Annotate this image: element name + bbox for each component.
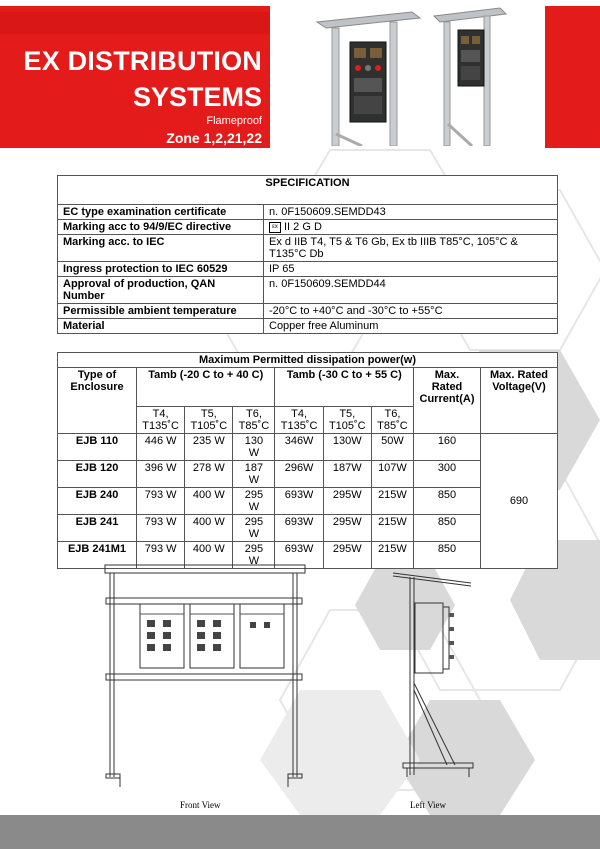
cell: 187 W bbox=[233, 461, 275, 488]
title-line-2: SYSTEMS bbox=[132, 82, 262, 112]
table-row bbox=[58, 205, 558, 220]
sub-header: T5, T105˚C bbox=[323, 407, 371, 434]
cell: 235 W bbox=[185, 434, 233, 461]
table-row bbox=[58, 434, 558, 461]
enclosure-type: EJB 110 bbox=[58, 434, 137, 461]
cell: 295 W bbox=[233, 488, 275, 515]
cell: 295W bbox=[323, 542, 371, 569]
sub-header: T6, T85˚C bbox=[233, 407, 275, 434]
cell: 296W bbox=[275, 461, 323, 488]
table-row bbox=[58, 319, 558, 334]
col-current-header: Max. Rated Current(A) bbox=[414, 368, 481, 434]
enclosure-type: EJB 240 bbox=[58, 488, 137, 515]
cell: 215W bbox=[371, 515, 413, 542]
spec-value-text: II 2 G D bbox=[284, 221, 322, 233]
cell: 850 bbox=[414, 542, 481, 569]
cell: 693W bbox=[275, 515, 323, 542]
cell: 400 W bbox=[185, 515, 233, 542]
spec-value: n. 0F150609.SEMDD43 bbox=[264, 205, 558, 220]
cell: 693W bbox=[275, 488, 323, 515]
cell: 295 W bbox=[233, 542, 275, 569]
cell: 187W bbox=[323, 461, 371, 488]
spec-value bbox=[264, 220, 558, 235]
dissipation-table bbox=[57, 352, 558, 569]
cell: 396 W bbox=[137, 461, 185, 488]
spec-label: Marking acc. to IEC bbox=[58, 235, 264, 262]
header-accent-block bbox=[545, 6, 600, 148]
spec-value: Copper free Aluminum bbox=[264, 319, 558, 334]
cell: 107W bbox=[371, 461, 413, 488]
spec-label: Material bbox=[58, 319, 264, 334]
cell: 793 W bbox=[137, 515, 185, 542]
sub-header: T4, T135˚C bbox=[137, 407, 185, 434]
col-tamb2-header: Tamb (-30 C to + 55 C) bbox=[275, 368, 414, 407]
subtitle: Flameproof bbox=[206, 115, 262, 127]
cell: 160 bbox=[414, 434, 481, 461]
left-view-caption: Left View bbox=[410, 800, 447, 810]
cell: 850 bbox=[414, 488, 481, 515]
title-line-1: EX DISTRIBUTION bbox=[23, 46, 262, 76]
col-voltage-header: Max. Rated Voltage(V) bbox=[481, 368, 558, 434]
front-view-drawing bbox=[100, 562, 310, 798]
table-row bbox=[58, 262, 558, 277]
cell: 50W bbox=[371, 434, 413, 461]
cell: 693W bbox=[275, 542, 323, 569]
sub-header: T6, T85˚C bbox=[371, 407, 413, 434]
cell: 295W bbox=[323, 488, 371, 515]
spec-label: EC type examination certificate bbox=[58, 205, 264, 220]
spec-value: -20°C to +40°C and -30°C to +55°C bbox=[264, 304, 558, 319]
sub-header: T5, T105˚C bbox=[185, 407, 233, 434]
col-type-header: Type of Enclosure bbox=[58, 368, 137, 434]
header-banner bbox=[0, 6, 270, 148]
cell: 215W bbox=[371, 542, 413, 569]
footer-bar bbox=[0, 815, 600, 849]
spec-value: Ex d IIB T4, T5 & T6 Gb, Ex tb IIIB T85°C, 105°C & T135°C Db bbox=[264, 235, 558, 262]
voltage-cell: 690 bbox=[481, 434, 558, 569]
table-row bbox=[58, 220, 558, 235]
left-view-drawing bbox=[385, 565, 475, 797]
dissipation-title: Maximum Permitted dissipation power(w) bbox=[58, 353, 558, 368]
spec-value: IP 65 bbox=[264, 262, 558, 277]
ex-mark-icon: εx bbox=[269, 222, 281, 233]
enclosure-type: EJB 120 bbox=[58, 461, 137, 488]
spec-label: Permissible ambient temperature bbox=[58, 304, 264, 319]
cell: 295 W bbox=[233, 515, 275, 542]
product-photo-small bbox=[432, 4, 507, 146]
cell: 300 bbox=[414, 461, 481, 488]
sub-header: T4, T135˚C bbox=[275, 407, 323, 434]
cell: 278 W bbox=[185, 461, 233, 488]
cell: 793 W bbox=[137, 488, 185, 515]
specification-table bbox=[57, 175, 558, 334]
cell: 850 bbox=[414, 515, 481, 542]
spec-label: Ingress protection to IEC 60529 bbox=[58, 262, 264, 277]
cell: 446 W bbox=[137, 434, 185, 461]
enclosure-type: EJB 241 bbox=[58, 515, 137, 542]
cell: 400 W bbox=[185, 488, 233, 515]
cell: 130W bbox=[323, 434, 371, 461]
product-photo-large bbox=[312, 4, 422, 146]
table-row bbox=[58, 235, 558, 262]
spec-value: n. 0F150609.SEMDD44 bbox=[264, 277, 558, 304]
front-view-caption: Front View bbox=[180, 800, 221, 810]
table-row bbox=[58, 277, 558, 304]
specification-title: SPECIFICATION bbox=[58, 176, 558, 205]
header-strip bbox=[0, 12, 270, 34]
zones-label: Zone 1,2,21,22 bbox=[166, 130, 262, 146]
cell: 400 W bbox=[185, 542, 233, 569]
cell: 793 W bbox=[137, 542, 185, 569]
cell: 295W bbox=[323, 515, 371, 542]
cell: 215W bbox=[371, 488, 413, 515]
col-tamb1-header: Tamb (-20 C to + 40 C) bbox=[137, 368, 275, 407]
cell: 346W bbox=[275, 434, 323, 461]
cell: 130 W bbox=[233, 434, 275, 461]
enclosure-type: EJB 241M1 bbox=[58, 542, 137, 569]
spec-label: Approval of production, QAN Number bbox=[58, 277, 264, 304]
table-row bbox=[58, 304, 558, 319]
spec-label: Marking acc to 94/9/EC directive bbox=[58, 220, 264, 235]
